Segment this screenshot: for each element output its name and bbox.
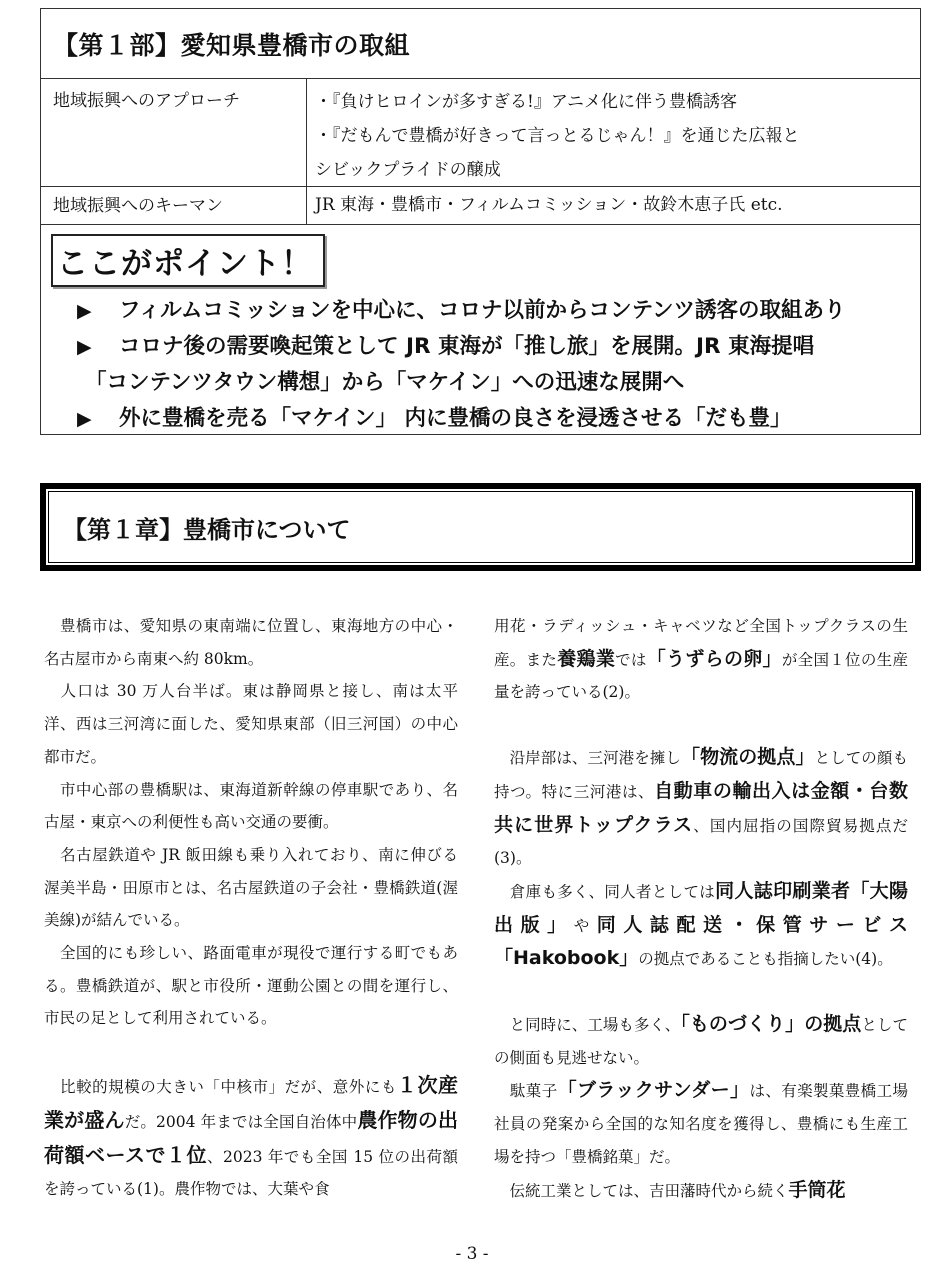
paragraph-text: だ。2004 年までは全国自治体中 (124, 1112, 358, 1131)
paragraph-text: としての側面も見逃せない。 (494, 1016, 908, 1067)
paragraph (44, 937, 458, 1035)
approach-line-1: ・『負けヒロインが多すぎる!』アニメ化に伴う豊橋誘客 (315, 92, 737, 112)
paragraph (44, 1069, 458, 1206)
paragraph-text: 豊橋市は、愛知県の東南端に位置し、東海地方の中心・名古屋市から南東へ約 80km。 (44, 617, 458, 668)
triangle-bullet-icon: ▶ (77, 336, 92, 358)
paragraph-text: 倉庫も多く、同人者としては (509, 882, 716, 901)
paragraph-text: 名古屋鉄道や JR 飯田線も乗り入れており、南に伸びる渥美半島・田原市とは、名古屋鉄道の子会社・豊橋鉄道(渥美線)が結んでいる。 (44, 845, 458, 930)
paragraph-text: 、国内屈指の国際貿易拠点だ(3)。 (494, 816, 908, 868)
paragraph-text: としての顔も持つ。特に三河港は、 (494, 749, 908, 801)
summary-row-keyman (41, 187, 920, 225)
point-text-2-continued: 「コンテンツタウン構想」から「マケイン」への迅速な展開へ (85, 370, 685, 395)
emphasis-text: 「ブラックサンダー」 (557, 1079, 750, 1102)
point-text-2: コロナ後の需要喚起策として JR 東海が「推し旅」を展開。JR 東海提唱 (119, 334, 815, 359)
emphasis-text: 「ものづくり」の拠点 (680, 1013, 862, 1036)
page-number: - 3 - (455, 1244, 489, 1264)
body-column-left (44, 610, 458, 1206)
chapter-heading-frame (40, 483, 921, 571)
emphasis-text: １次産業が盛ん (44, 1073, 458, 1132)
paragraph-text: 人口は 30 万人台半ば。東は静岡県と接し、南は太平洋、西は三河湾に面した、愛知県東部（旧三河国）の中心都市だ。 (44, 682, 458, 766)
paragraph-text: 比較的規模の大きい「中核市」だが、意外にも (60, 1078, 397, 1097)
paragraph-text: 伝統工業としては、吉田藩時代から続く (509, 1181, 789, 1200)
paragraph (494, 741, 908, 875)
paragraph-gap (494, 976, 908, 1008)
emphasis-text: 養鶏業 (557, 647, 616, 670)
point-text-1: フィルムコミッションを中心に、コロナ以前からコンテンツ誘客の取組あり (119, 298, 846, 323)
paragraph-text: 沿岸部は、三河港を擁し (509, 749, 681, 768)
summary-title-row (41, 9, 920, 79)
chapter-title: 【第１章】豊橋市について (63, 515, 351, 544)
paragraph-text: では (615, 650, 647, 669)
paragraph-text: 市中心部の豊橋駅は、東海道新幹線の停車駅であり、名古屋・東京への利便性も高い交通の要衝。 (44, 780, 458, 832)
paragraph (494, 1008, 908, 1074)
point-item (77, 401, 907, 437)
emphasis-text: 手筒花 (788, 1178, 846, 1201)
paragraph (44, 839, 458, 937)
emphasis-text: 同人誌配送・保管サービス「Hakobook」 (494, 913, 908, 970)
paragraph-text: と同時に、工場も多く、 (509, 1016, 681, 1035)
paragraph-gap (44, 1035, 458, 1069)
emphasis-text: 農作物の出荷額ベースで１位 (44, 1107, 459, 1167)
chapter-heading-inner (48, 491, 913, 563)
point-item (77, 329, 907, 365)
point-item (77, 293, 907, 329)
row-label-approach: 地域振興へのアプローチ (41, 79, 307, 186)
paragraph-text: は、有楽製菓豊橋工場社員の発案から全国的な知名度を獲得し、豊橋にも生産工場を持つ「豊橋銘菓」だ。 (494, 1082, 908, 1166)
paragraph-text: 、2023 年でも全国 15 位の出荷額を誇っている(1)。農作物では、大葉や食 (44, 1147, 459, 1199)
paragraph-text: 駄菓子 (509, 1082, 558, 1101)
paragraph (44, 774, 458, 839)
triangle-bullet-icon: ▶ (77, 300, 92, 322)
emphasis-text: 「物流の拠点」 (680, 746, 815, 769)
row-value-keyman: JR 東海・豊橋市・フィルムコミッション・故鈴木恵子氏 etc. (315, 195, 783, 215)
paragraph-text: が全国１位の生産量を誇っている(2)。 (494, 650, 908, 702)
paragraph (494, 875, 908, 976)
emphasis-text: 自動車の輸出入は金額・台数共に世界トップクラス (494, 779, 908, 836)
paragraph-text: や (573, 916, 597, 935)
emphasis-text: 「うずらの卵」 (646, 647, 782, 670)
paragraph (44, 675, 458, 773)
summary-row-approach (41, 79, 920, 187)
point-title-box (51, 234, 325, 287)
body-column-right (494, 610, 908, 1207)
summary-table (40, 8, 921, 435)
point-title: ここがポイント！ (57, 246, 313, 282)
paragraph (494, 1074, 908, 1173)
summary-title: 【第１部】愛知県豊橋市の取組 (53, 30, 411, 60)
point-text-3: 外に豊橋を売る「マケイン」 内に豊橋の良さを浸透させる「だも豊」 (119, 406, 792, 431)
paragraph (494, 1174, 908, 1208)
paragraph-text: 用花・ラディッシュ・キャベツなど全国トップクラスの生産。また (494, 617, 908, 669)
paragraph (44, 610, 458, 675)
approach-line-2: ・『だもんで豊橋が好きって言っとるじゃん！』を通じた広報と (315, 126, 800, 146)
row-value-approach (307, 79, 920, 186)
paragraph-gap (494, 709, 908, 741)
emphasis-text: 同人誌印刷業者「大陽出版」 (494, 879, 908, 936)
point-list (77, 293, 907, 437)
paragraph (494, 610, 908, 709)
triangle-bullet-icon: ▶ (77, 408, 92, 430)
paragraph-text: 全国的にも珍しい、路面電車が現役で運行する町でもある。豊橋鉄道が、駅と市役所・運動公園との間を運行し、市民の足として利用されている。 (44, 944, 458, 1028)
approach-line-3: シビックプライドの醸成 (315, 160, 501, 180)
row-label-keyman: 地域振興へのキーマン (41, 187, 307, 224)
paragraph-text: の拠点であることも指摘したい(4)。 (638, 950, 893, 969)
